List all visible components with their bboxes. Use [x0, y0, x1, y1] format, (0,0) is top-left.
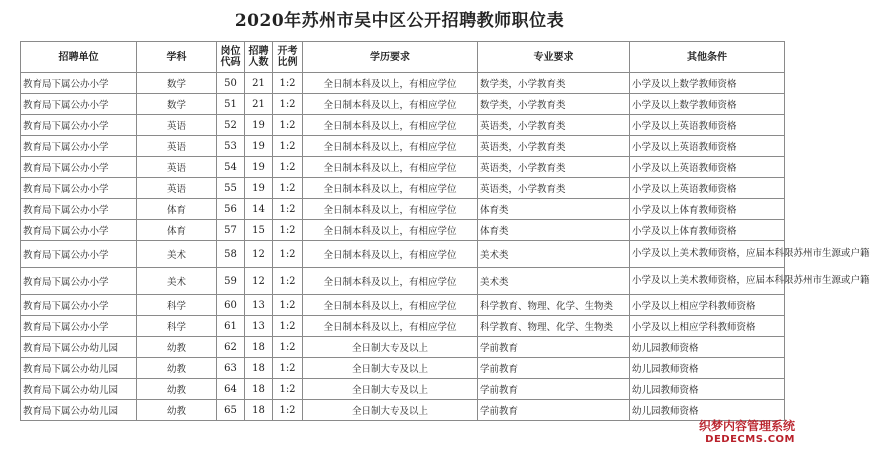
cell-ratio: 1:2: [273, 220, 303, 241]
cell-other: 幼儿园教师资格: [630, 379, 785, 400]
table-row: [21, 241, 785, 268]
header-count: 招聘人数: [245, 42, 273, 73]
cell-education: 全日制本科及以上，有相应学位: [303, 268, 478, 295]
cell-ratio: 1:2: [273, 73, 303, 94]
table-row: [21, 400, 785, 421]
cell-subject: 英语: [137, 136, 217, 157]
cell-subject: 幼教: [137, 400, 217, 421]
cell-major: 美术类: [478, 241, 630, 268]
cell-unit: 教育局下属公办小学: [21, 94, 137, 115]
cell-education: 全日制大专及以上: [303, 337, 478, 358]
cell-other: 小学及以上相应学科教师资格: [630, 295, 785, 316]
cell-education: 全日制大专及以上: [303, 379, 478, 400]
cell-unit: 教育局下属公办小学: [21, 316, 137, 337]
cell-other: 小学及以上英语教师资格: [630, 136, 785, 157]
cell-education: 全日制本科及以上，有相应学位: [303, 295, 478, 316]
cell-ratio: 1:2: [273, 316, 303, 337]
cell-unit: 教育局下属公办小学: [21, 268, 137, 295]
table-row: [21, 73, 785, 94]
cell-unit: 教育局下属公办幼儿园: [21, 358, 137, 379]
cell-count: 19: [245, 115, 273, 136]
table-row: [21, 94, 785, 115]
cell-unit: 教育局下属公办小学: [21, 295, 137, 316]
table-row: [21, 379, 785, 400]
table-row: [21, 115, 785, 136]
cell-unit: 教育局下属公办小学: [21, 73, 137, 94]
table-row: [21, 199, 785, 220]
cell-count: 19: [245, 157, 273, 178]
cell-count: 14: [245, 199, 273, 220]
header-other: 其他条件: [630, 42, 785, 73]
cell-subject: 幼教: [137, 358, 217, 379]
cell-subject: 英语: [137, 115, 217, 136]
cell-count: 18: [245, 358, 273, 379]
cell-code: 54: [217, 157, 245, 178]
cell-education: 全日制本科及以上，有相应学位: [303, 241, 478, 268]
cell-subject: 科学: [137, 295, 217, 316]
cell-code: 57: [217, 220, 245, 241]
cell-code: 59: [217, 268, 245, 295]
cell-subject: 英语: [137, 157, 217, 178]
table-row: [21, 295, 785, 316]
cell-major: 英语类，小学教育类: [478, 178, 630, 199]
cell-count: 15: [245, 220, 273, 241]
cell-code: 52: [217, 115, 245, 136]
header-code: 岗位代码: [217, 42, 245, 73]
cell-ratio: 1:2: [273, 358, 303, 379]
cell-unit: 教育局下属公办小学: [21, 199, 137, 220]
page-title: 2020年苏州市吴中区公开招聘教师职位表: [234, 11, 565, 31]
cell-other: 小学及以上美术教师资格，应届本科限苏州市生源或户籍: [630, 268, 785, 295]
cell-code: 60: [217, 295, 245, 316]
cell-count: 18: [245, 400, 273, 421]
cell-other: 小学及以上相应学科教师资格: [630, 316, 785, 337]
cell-count: 18: [245, 337, 273, 358]
cell-count: 21: [245, 94, 273, 115]
cell-other: 小学及以上数学教师资格: [630, 73, 785, 94]
cell-count: 13: [245, 295, 273, 316]
cell-education: 全日制本科及以上，有相应学位: [303, 316, 478, 337]
cell-count: 12: [245, 268, 273, 295]
cell-subject: 幼教: [137, 379, 217, 400]
cell-code: 61: [217, 316, 245, 337]
cell-ratio: 1:2: [273, 268, 303, 295]
cell-major: 英语类，小学教育类: [478, 136, 630, 157]
cell-code: 63: [217, 358, 245, 379]
table-row: [21, 136, 785, 157]
cell-unit: 教育局下属公办小学: [21, 220, 137, 241]
cell-other: 小学及以上英语教师资格: [630, 178, 785, 199]
cell-other: 小学及以上体育教师资格: [630, 199, 785, 220]
cell-major: 体育类: [478, 220, 630, 241]
table-row: [21, 337, 785, 358]
cell-other: 幼儿园教师资格: [630, 337, 785, 358]
cell-ratio: 1:2: [273, 178, 303, 199]
cell-major: 学前教育: [478, 337, 630, 358]
cell-other: 小学及以上体育教师资格: [630, 220, 785, 241]
watermark-line1: 织梦内容管理系统: [698, 419, 795, 433]
table-row: [21, 316, 785, 337]
cell-major: 英语类，小学教育类: [478, 157, 630, 178]
cell-code: 50: [217, 73, 245, 94]
cell-subject: 科学: [137, 316, 217, 337]
cell-education: 全日制本科及以上，有相应学位: [303, 136, 478, 157]
cell-major: 学前教育: [478, 379, 630, 400]
cell-ratio: 1:2: [273, 379, 303, 400]
cell-code: 62: [217, 337, 245, 358]
cell-unit: 教育局下属公办幼儿园: [21, 337, 137, 358]
cell-subject: 美术: [137, 268, 217, 295]
cell-ratio: 1:2: [273, 400, 303, 421]
cell-major: 科学教育、物理、化学、生物类: [478, 295, 630, 316]
cell-other: 幼儿园教师资格: [630, 400, 785, 421]
cell-count: 12: [245, 241, 273, 268]
cell-unit: 教育局下属公办小学: [21, 241, 137, 268]
table-row: [21, 157, 785, 178]
cell-code: 56: [217, 199, 245, 220]
table-header-row: [21, 42, 785, 73]
cell-count: 19: [245, 178, 273, 199]
header-unit: 招聘单位: [21, 42, 137, 73]
cell-subject: 英语: [137, 178, 217, 199]
cell-count: 13: [245, 316, 273, 337]
cell-major: 科学教育、物理、化学、生物类: [478, 316, 630, 337]
watermark-logo: [699, 417, 795, 445]
header-major: 专业要求: [478, 42, 630, 73]
cell-other: 幼儿园教师资格: [630, 358, 785, 379]
cell-code: 58: [217, 241, 245, 268]
cell-major: 美术类: [478, 268, 630, 295]
cell-code: 64: [217, 379, 245, 400]
cell-subject: 美术: [137, 241, 217, 268]
cell-ratio: 1:2: [273, 241, 303, 268]
cell-unit: 教育局下属公办小学: [21, 178, 137, 199]
cell-education: 全日制本科及以上，有相应学位: [303, 73, 478, 94]
cell-education: 全日制本科及以上，有相应学位: [303, 115, 478, 136]
cell-ratio: 1:2: [273, 94, 303, 115]
cell-education: 全日制大专及以上: [303, 400, 478, 421]
job-table: [20, 41, 870, 421]
cell-education: 全日制本科及以上，有相应学位: [303, 94, 478, 115]
cell-major: 体育类: [478, 199, 630, 220]
header-education: 学历要求: [303, 42, 478, 73]
cell-major: 数学类，小学教育类: [478, 94, 630, 115]
cell-subject: 数学: [137, 94, 217, 115]
cell-code: 53: [217, 136, 245, 157]
cell-other: 小学及以上美术教师资格，应届本科限苏州市生源或户籍: [630, 241, 785, 268]
cell-education: 全日制大专及以上: [303, 358, 478, 379]
cell-ratio: 1:2: [273, 136, 303, 157]
cell-unit: 教育局下属公办小学: [21, 115, 137, 136]
cell-ratio: 1:2: [273, 157, 303, 178]
cell-education: 全日制本科及以上，有相应学位: [303, 178, 478, 199]
cell-unit: 教育局下属公办小学: [21, 157, 137, 178]
cell-unit: 教育局下属公办幼儿园: [21, 379, 137, 400]
table-row: [21, 220, 785, 241]
cell-code: 55: [217, 178, 245, 199]
cell-ratio: 1:2: [273, 337, 303, 358]
cell-other: 小学及以上英语教师资格: [630, 157, 785, 178]
cell-major: 学前教育: [478, 400, 630, 421]
cell-major: 数学类，小学教育类: [478, 73, 630, 94]
cell-subject: 体育: [137, 220, 217, 241]
cell-ratio: 1:2: [273, 295, 303, 316]
table-row: [21, 358, 785, 379]
cell-education: 全日制本科及以上，有相应学位: [303, 199, 478, 220]
cell-other: 小学及以上英语教师资格: [630, 115, 785, 136]
cell-ratio: 1:2: [273, 199, 303, 220]
cell-count: 18: [245, 379, 273, 400]
table-row: [21, 178, 785, 199]
cell-code: 51: [217, 94, 245, 115]
cell-unit: 教育局下属公办小学: [21, 136, 137, 157]
cell-other: 小学及以上数学教师资格: [630, 94, 785, 115]
cell-education: 全日制本科及以上，有相应学位: [303, 157, 478, 178]
cell-subject: 幼教: [137, 337, 217, 358]
cell-ratio: 1:2: [273, 115, 303, 136]
header-subject: 学科: [137, 42, 217, 73]
cell-major: 学前教育: [478, 358, 630, 379]
cell-major: 英语类，小学教育类: [478, 115, 630, 136]
cell-count: 19: [245, 136, 273, 157]
cell-education: 全日制本科及以上，有相应学位: [303, 220, 478, 241]
table-row: [21, 268, 785, 295]
cell-count: 21: [245, 73, 273, 94]
cell-unit: 教育局下属公办幼儿园: [21, 400, 137, 421]
header-ratio: 开考比例: [273, 42, 303, 73]
cell-subject: 数学: [137, 73, 217, 94]
cell-subject: 体育: [137, 199, 217, 220]
cell-code: 65: [217, 400, 245, 421]
watermark-line2: DEDECMS.COM: [705, 434, 795, 445]
